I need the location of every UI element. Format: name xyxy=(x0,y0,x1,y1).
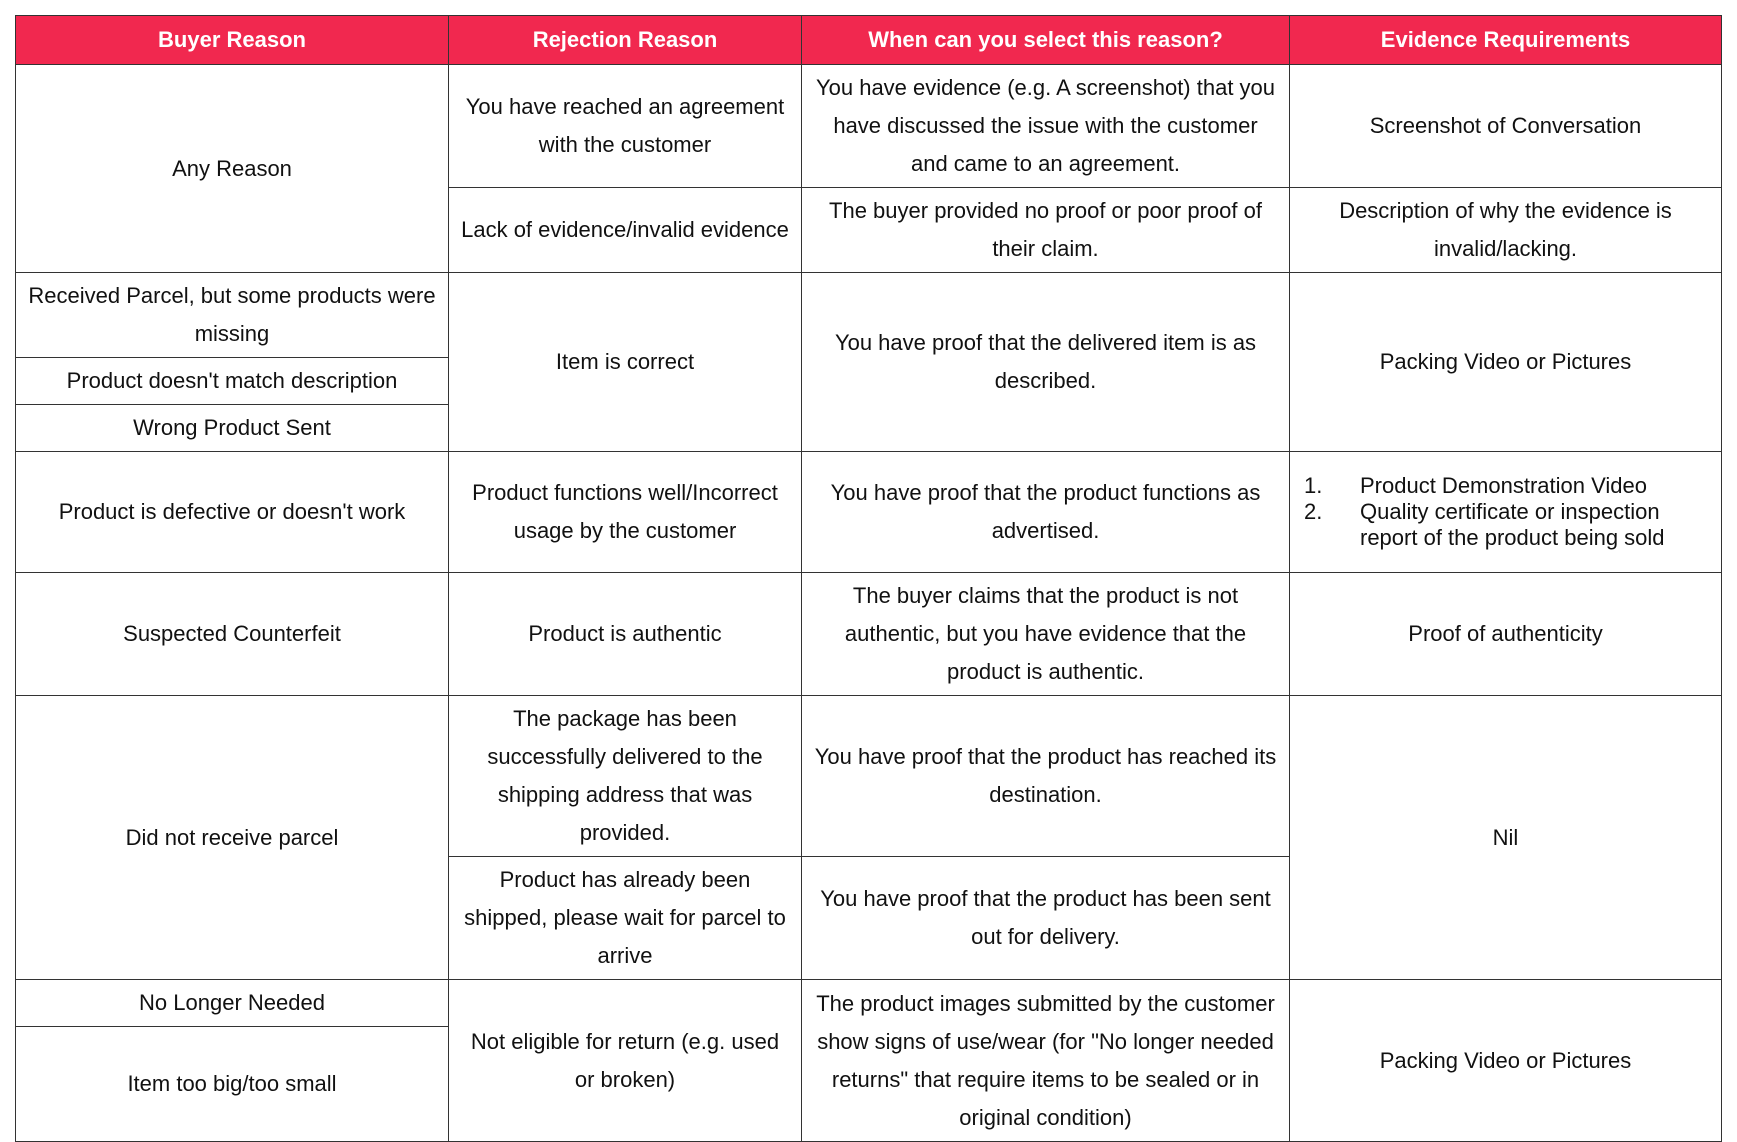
buyer-reason-cell: No Longer Needed xyxy=(16,980,449,1027)
evidence-cell: Nil xyxy=(1290,696,1722,980)
rejection-reason-cell: Product has already been shipped, please wait for parcel to arrive xyxy=(449,857,802,980)
rejection-reason-cell: You have reached an agreement with the customer xyxy=(449,65,802,188)
when-cell: The product images submitted by the customer show signs of use/wear (for "No longer needed returns" that require items to be sealed or in original condition) xyxy=(802,980,1290,1142)
rejection-reason-cell: Item is correct xyxy=(449,273,802,452)
buyer-reason-cell: Product doesn't match description xyxy=(16,358,449,405)
table-row xyxy=(16,65,1722,188)
evidence-cell: Packing Video or Pictures xyxy=(1290,273,1722,452)
when-cell: You have proof that the delivered item is as described. xyxy=(802,273,1290,452)
evidence-cell: Description of why the evidence is invalid/lacking. xyxy=(1290,188,1722,273)
table-row xyxy=(16,573,1722,696)
list-text: Quality certificate or inspection report of the product being sold xyxy=(1360,499,1665,550)
buyer-reason-cell: Item too big/too small xyxy=(16,1027,449,1142)
rejection-reason-cell: Product is authentic xyxy=(449,573,802,696)
buyer-reason-cell: Any Reason xyxy=(16,65,449,273)
evidence-cell: Screenshot of Conversation xyxy=(1290,65,1722,188)
when-cell: The buyer claims that the product is not authentic, but you have evidence that the product is authentic. xyxy=(802,573,1290,696)
rejection-reason-cell: Lack of evidence/invalid evidence xyxy=(449,188,802,273)
evidence-table-container xyxy=(15,15,1721,1142)
list-number: 2. xyxy=(1304,499,1323,524)
buyer-reason-cell: Wrong Product Sent xyxy=(16,405,449,452)
list-item xyxy=(1304,473,1713,499)
table-row xyxy=(16,980,1722,1027)
when-cell: You have evidence (e.g. A screenshot) that you have discussed the issue with the customer and came to an agreement. xyxy=(802,65,1290,188)
table-row xyxy=(16,452,1722,573)
evidence-list xyxy=(1298,473,1713,551)
list-number: 1. xyxy=(1304,473,1323,498)
buyer-reason-cell: Product is defective or doesn't work xyxy=(16,452,449,573)
evidence-cell: Packing Video or Pictures xyxy=(1290,980,1722,1142)
when-cell: You have proof that the product has reached its destination. xyxy=(802,696,1290,857)
evidence-cell xyxy=(1290,452,1722,573)
header-rejection-reason: Rejection Reason xyxy=(449,16,802,65)
table-row xyxy=(16,273,1722,358)
list-text: Product Demonstration Video xyxy=(1360,473,1647,498)
when-cell: You have proof that the product has been sent out for delivery. xyxy=(802,857,1290,980)
rejection-reason-cell: The package has been successfully delivered to the shipping address that was provided. xyxy=(449,696,802,857)
when-cell: You have proof that the product functions as advertised. xyxy=(802,452,1290,573)
rejection-reasons-table xyxy=(15,15,1722,1142)
table-header-row xyxy=(16,16,1722,65)
rejection-reason-cell: Product functions well/Incorrect usage by the customer xyxy=(449,452,802,573)
list-item xyxy=(1304,499,1713,551)
evidence-cell: Proof of authenticity xyxy=(1290,573,1722,696)
when-cell: The buyer provided no proof or poor proof of their claim. xyxy=(802,188,1290,273)
header-evidence-requirements: Evidence Requirements xyxy=(1290,16,1722,65)
buyer-reason-cell: Suspected Counterfeit xyxy=(16,573,449,696)
header-buyer-reason: Buyer Reason xyxy=(16,16,449,65)
buyer-reason-cell: Received Parcel, but some products were missing xyxy=(16,273,449,358)
header-when-select: When can you select this reason? xyxy=(802,16,1290,65)
buyer-reason-cell: Did not receive parcel xyxy=(16,696,449,980)
table-row xyxy=(16,696,1722,857)
rejection-reason-cell: Not eligible for return (e.g. used or broken) xyxy=(449,980,802,1142)
